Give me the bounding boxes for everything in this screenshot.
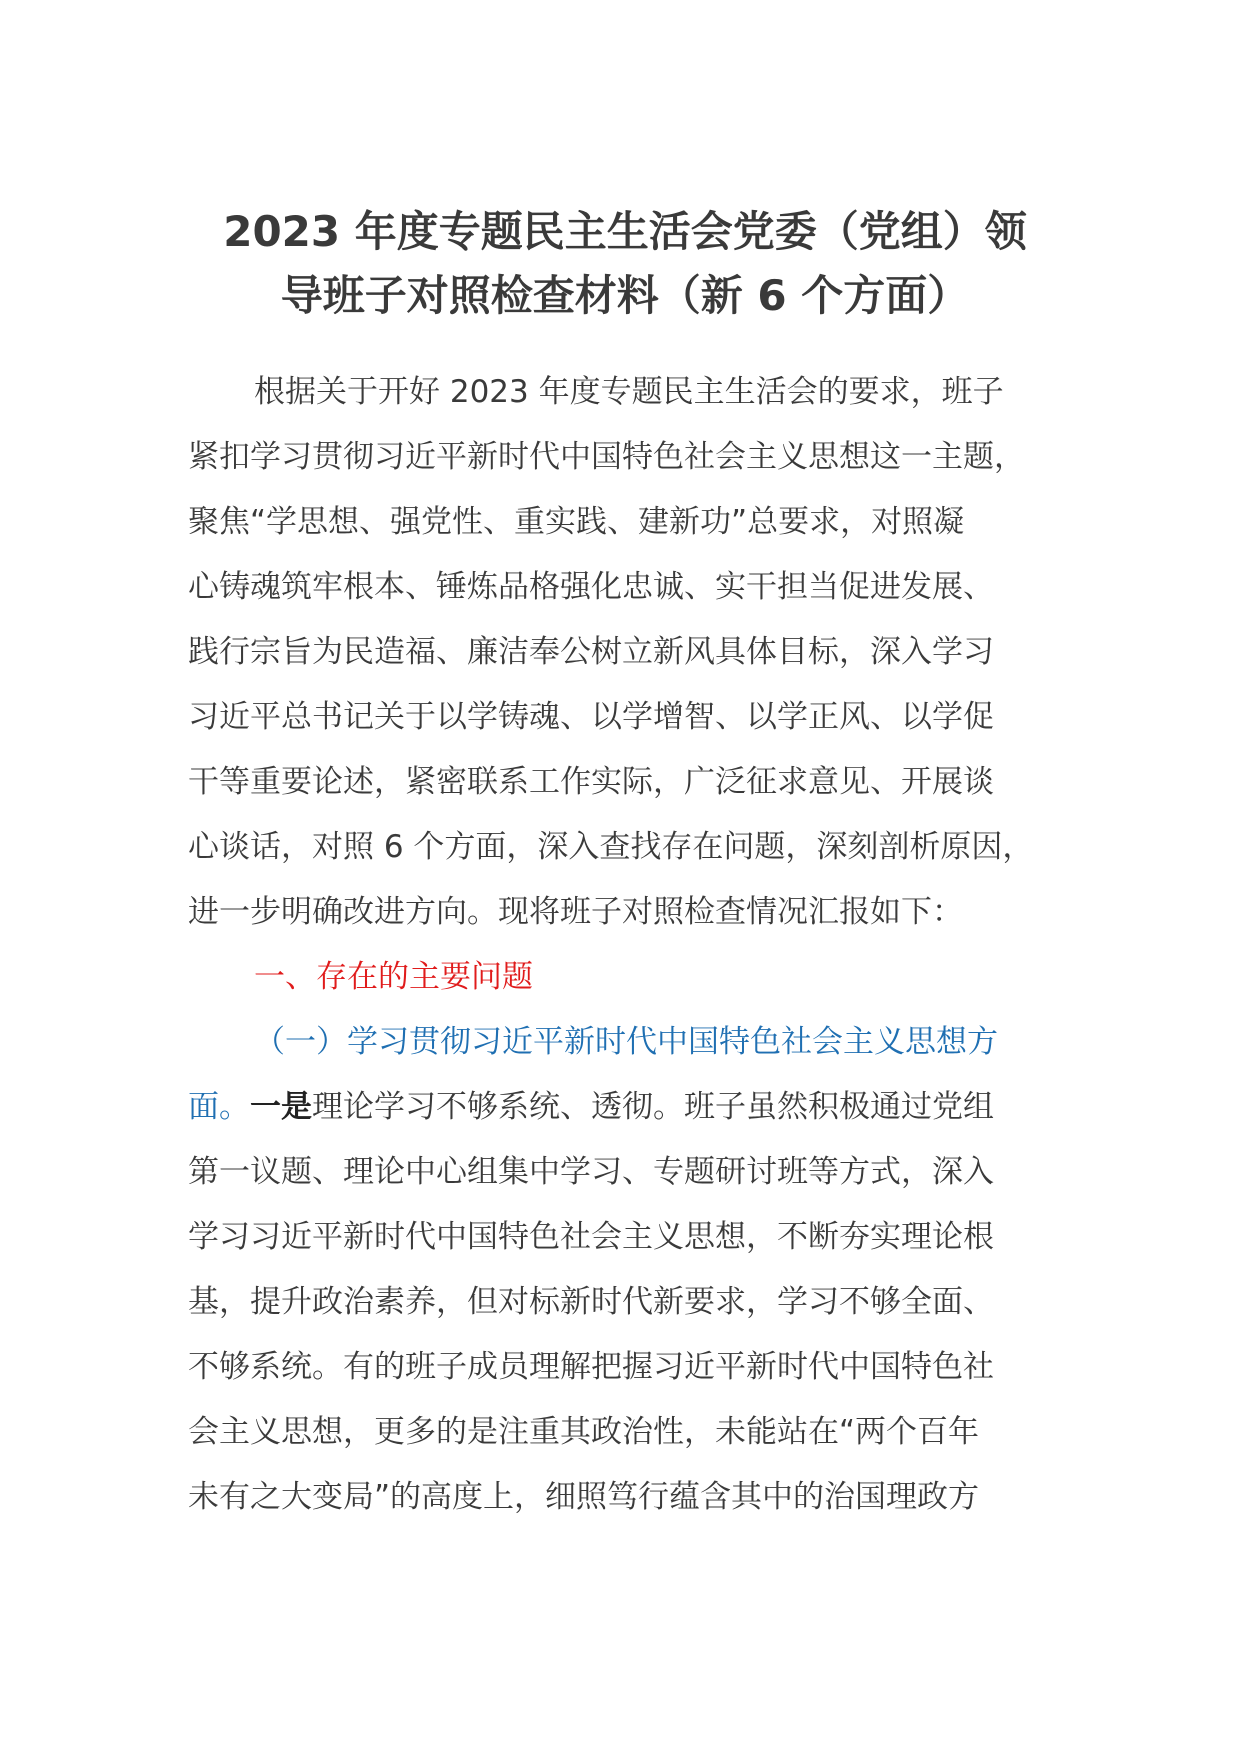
paragraph-line: 不够系统。有的班子成员理解把握习近平新时代中国特色社 [188,1349,994,1385]
title-line-2: 导班子对照检查材料（新 6 个方面） [280,271,970,320]
paragraph-line: 干等重要论述，紧密联系工作实际，广泛征求意见、开展谈 [188,764,994,800]
paragraph-line: 未有之大变局”的高度上，细照笃行蕴含其中的治国理政方 [188,1479,980,1515]
paragraph-line: 进一步明确改进方向。现将班子对照检查情况汇报如下： [188,894,963,930]
subsection-heading-continued [188,1075,1068,1140]
document-title [175,200,1075,328]
point-text: 理论学习不够系统、透彻。班子虽然积极通过党组 [312,1089,994,1125]
paragraph-line: 第一议题、理论中心组集中学习、专题研讨班等方式，深入 [188,1154,994,1190]
subsection-heading-end: 面。 [188,1089,250,1125]
paragraph-line: 习近平总书记关于以学铸魂、以学增智、以学正风、以学促 [188,699,994,735]
paragraph-line: 紧扣学习贯彻习近平新时代中国特色社会主义思想这一主题， [188,439,1025,475]
paragraph-line: 基，提升政治素养，但对标新时代新要求，学习不够全面、 [188,1284,994,1320]
subsection-heading: （一）学习贯彻习近平新时代中国特色社会主义思想方 [254,1024,998,1060]
title-line-1: 2023 年度专题民主生活会党委（党组）领 [223,207,1027,256]
paragraph-line: 根据关于开好 2023 年度专题民主生活会的要求，班子 [254,374,1004,410]
point-label: 一是 [250,1089,312,1125]
section-heading: 一、存在的主要问题 [254,959,533,995]
paragraph-line: 心谈话，对照 6 个方面，深入查找存在问题，深刻剖析原因， [188,829,1034,865]
paragraph-line: 会主义思想，更多的是注重其政治性，未能站在“两个百年 [188,1414,980,1450]
document-body [188,360,1068,1530]
paragraph-line: 践行宗旨为民造福、廉洁奉公树立新风具体目标，深入学习 [188,634,994,670]
paragraph-line: 聚焦“学思想、强党性、重实践、建新功”总要求，对照凝 [188,504,965,540]
paragraph-line: 学习习近平新时代中国特色社会主义思想，不断夯实理论根 [188,1219,994,1255]
paragraph-line: 心铸魂筑牢根本、锤炼品格强化忠诚、实干担当促进发展、 [188,569,994,605]
